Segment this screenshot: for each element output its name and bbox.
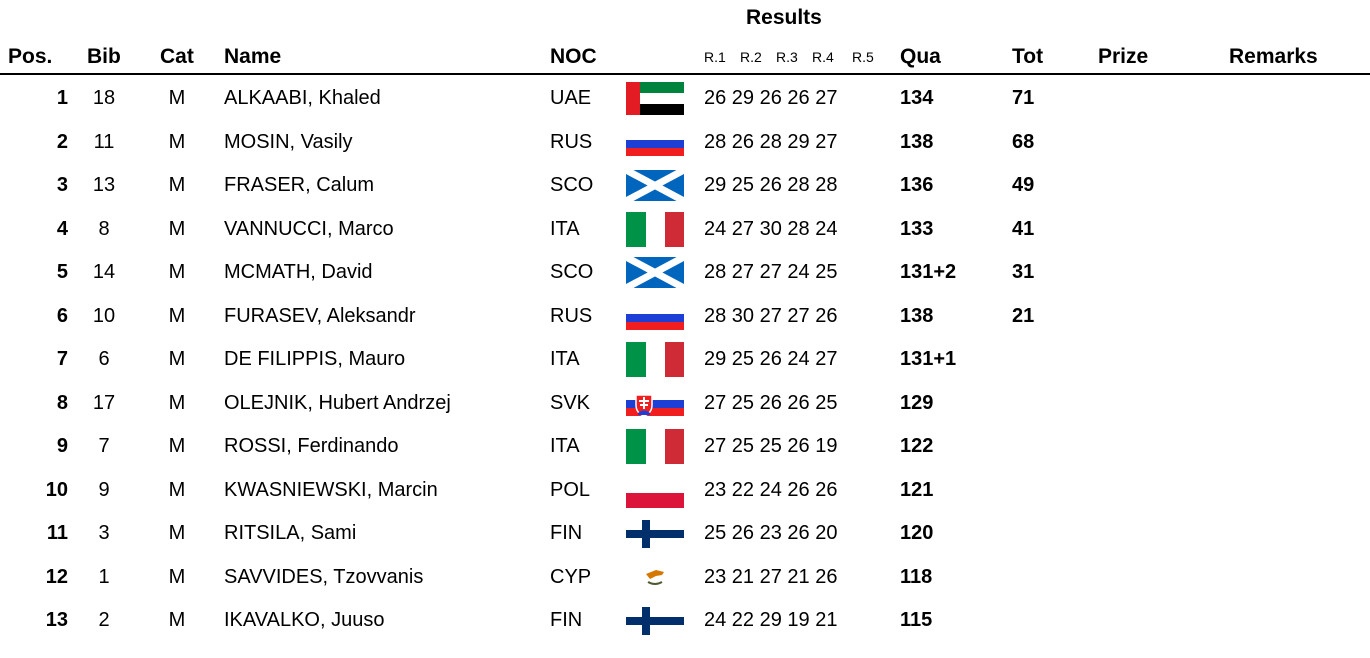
bib-cell: 7 <box>98 435 110 457</box>
header-qua: Qua <box>900 45 941 68</box>
finland-flag-icon <box>626 512 684 555</box>
category-cell: M <box>168 522 186 544</box>
athlete-name-cell: RITSILA, Sami <box>224 522 357 544</box>
results-table-body <box>0 77 1370 643</box>
bib-cell: 1 <box>98 565 110 588</box>
category-cell: M <box>168 87 186 109</box>
athlete-name-cell: VANNUCCI, Marco <box>224 217 394 240</box>
results-group-title: Results <box>746 6 822 29</box>
header-r4: R.4 <box>812 49 834 65</box>
final-total-cell: 49 <box>1012 174 1035 196</box>
bib-cell: 18 <box>92 87 116 109</box>
bib-cell: 6 <box>98 348 110 370</box>
russia-flag-icon <box>626 121 684 164</box>
table-header <box>0 42 1370 76</box>
bib-cell: 9 <box>98 478 110 501</box>
table-row <box>0 208 1370 252</box>
qualification-total-cell: 131+1 <box>900 348 957 370</box>
position-cell: 4 <box>56 217 68 240</box>
header-bib: Bib <box>87 45 121 68</box>
category-cell: M <box>168 261 186 283</box>
bib-cell: 14 <box>92 261 116 283</box>
round-scores-cell: 28 27 27 24 25 <box>704 261 838 283</box>
athlete-name-cell: KWASNIEWSKI, Marcin <box>224 478 438 501</box>
qualification-total-cell: 138 <box>900 130 934 153</box>
final-total-cell: 41 <box>1012 217 1035 240</box>
athlete-name-cell: ALKAABI, Khaled <box>224 87 381 109</box>
position-cell: 5 <box>56 261 68 283</box>
round-scores-cell: 28 26 28 29 27 <box>704 130 838 153</box>
table-row <box>0 599 1370 643</box>
noc-cell: ITA <box>550 217 580 240</box>
bib-cell: 11 <box>93 130 115 153</box>
table-row <box>0 251 1370 295</box>
table-row <box>0 338 1370 382</box>
position-cell: 11 <box>46 522 68 544</box>
italy-flag-icon <box>626 425 684 468</box>
category-cell: M <box>168 304 186 327</box>
final-total-cell: 31 <box>1012 261 1035 283</box>
athlete-name-cell: IKAVALKO, Juuso <box>224 609 385 631</box>
position-cell: 2 <box>56 130 68 153</box>
header-noc: NOC <box>550 45 597 68</box>
category-cell: M <box>168 478 186 501</box>
athlete-name-cell: FURASEV, Aleksandr <box>224 304 416 327</box>
scotland-flag-icon <box>626 164 684 207</box>
qualification-total-cell: 136 <box>900 174 934 196</box>
position-cell: 7 <box>56 348 68 370</box>
athlete-name-cell: ROSSI, Ferdinando <box>224 435 399 457</box>
header-remarks: Remarks <box>1229 45 1318 68</box>
bib-cell: 13 <box>92 174 116 196</box>
category-cell: M <box>168 174 186 196</box>
final-total-cell: 21 <box>1012 304 1035 327</box>
bib-cell: 8 <box>98 217 110 240</box>
round-scores-cell: 25 26 23 26 20 <box>704 522 838 544</box>
table-row <box>0 121 1370 165</box>
round-scores-cell: 24 27 30 28 24 <box>704 217 838 240</box>
italy-flag-icon <box>626 338 684 381</box>
header-tot: Tot <box>1012 45 1044 68</box>
category-cell: M <box>168 130 186 153</box>
round-scores-cell: 28 30 27 27 26 <box>704 304 838 327</box>
scotland-flag-icon <box>626 251 684 294</box>
table-row <box>0 469 1370 513</box>
athlete-name-cell: OLEJNIK, Hubert Andrzej <box>224 391 451 414</box>
slovakia-flag-icon <box>626 382 684 425</box>
qualification-total-cell: 134 <box>900 87 934 109</box>
athlete-name-cell: MCMATH, David <box>224 261 373 283</box>
athlete-name-cell: MOSIN, Vasily <box>224 130 353 153</box>
table-row <box>0 77 1370 121</box>
qualification-total-cell: 115 <box>900 609 933 631</box>
header-r1: R.1 <box>704 49 726 65</box>
round-scores-cell: 23 21 27 21 26 <box>704 565 838 588</box>
cyprus-flag-icon <box>626 556 684 599</box>
qualification-total-cell: 122 <box>900 435 934 457</box>
noc-cell: FIN <box>550 609 583 631</box>
header-divider <box>0 73 1370 75</box>
noc-cell: RUS <box>550 130 593 153</box>
noc-cell: SCO <box>550 261 594 283</box>
table-row <box>0 164 1370 208</box>
position-cell: 12 <box>45 565 68 588</box>
noc-cell: FIN <box>550 522 583 544</box>
table-row <box>0 512 1370 556</box>
category-cell: M <box>168 435 186 457</box>
bib-cell: 2 <box>98 609 110 631</box>
italy-flag-icon <box>626 208 684 251</box>
category-cell: M <box>168 565 186 588</box>
athlete-name-cell: DE FILIPPIS, Mauro <box>224 348 406 370</box>
header-r5: R.5 <box>852 49 874 65</box>
position-cell: 10 <box>45 478 68 501</box>
qualification-total-cell: 118 <box>900 565 933 588</box>
table-row <box>0 556 1370 600</box>
header-pos: Pos. <box>8 45 53 68</box>
noc-cell: RUS <box>550 304 593 327</box>
round-scores-cell: 27 25 26 26 25 <box>704 391 838 414</box>
bib-cell: 10 <box>92 304 116 327</box>
table-row <box>0 295 1370 339</box>
round-scores-cell: 26 29 26 26 27 <box>704 87 838 109</box>
russia-flag-icon <box>626 295 684 338</box>
qualification-total-cell: 131+2 <box>900 261 957 283</box>
header-r3: R.3 <box>776 49 798 65</box>
round-scores-cell: 29 25 26 28 28 <box>704 174 838 196</box>
noc-cell: UAE <box>550 87 592 109</box>
header-cat: Cat <box>160 45 194 68</box>
noc-cell: CYP <box>550 565 592 588</box>
position-cell: 1 <box>56 87 68 109</box>
noc-cell: POL <box>550 478 591 501</box>
table-row <box>0 425 1370 469</box>
noc-cell: ITA <box>550 348 580 370</box>
header-name: Name <box>224 45 282 68</box>
position-cell: 13 <box>45 609 68 631</box>
category-cell: M <box>168 609 186 631</box>
uae-flag-icon <box>626 77 684 120</box>
position-cell: 6 <box>56 304 68 327</box>
noc-cell: SCO <box>550 174 594 196</box>
category-cell: M <box>168 391 186 414</box>
bib-cell: 3 <box>98 522 110 544</box>
category-cell: M <box>168 217 186 240</box>
final-total-cell: 68 <box>1012 130 1035 153</box>
header-r2: R.2 <box>740 49 762 65</box>
position-cell: 9 <box>56 435 68 457</box>
noc-cell: SVK <box>550 391 591 414</box>
poland-flag-icon <box>626 469 684 512</box>
qualification-total-cell: 121 <box>900 478 934 501</box>
athlete-name-cell: SAVVIDES, Tzovvanis <box>224 565 424 588</box>
header-prize: Prize <box>1098 45 1149 68</box>
qualification-total-cell: 120 <box>900 522 934 544</box>
position-cell: 3 <box>56 174 68 196</box>
table-row <box>0 382 1370 426</box>
round-scores-cell: 23 22 24 26 26 <box>704 478 838 501</box>
round-scores-cell: 24 22 29 19 21 <box>704 609 838 631</box>
noc-cell: ITA <box>550 435 580 457</box>
position-cell: 8 <box>56 391 68 414</box>
athlete-name-cell: FRASER, Calum <box>224 174 375 196</box>
final-total-cell: 71 <box>1012 87 1035 109</box>
qualification-total-cell: 138 <box>900 304 934 327</box>
bib-cell: 17 <box>92 391 116 414</box>
category-cell: M <box>168 348 186 370</box>
round-scores-cell: 29 25 26 24 27 <box>704 348 838 370</box>
finland-flag-icon <box>626 599 684 642</box>
round-scores-cell: 27 25 25 26 19 <box>704 435 838 457</box>
qualification-total-cell: 133 <box>900 217 934 240</box>
qualification-total-cell: 129 <box>900 391 934 414</box>
